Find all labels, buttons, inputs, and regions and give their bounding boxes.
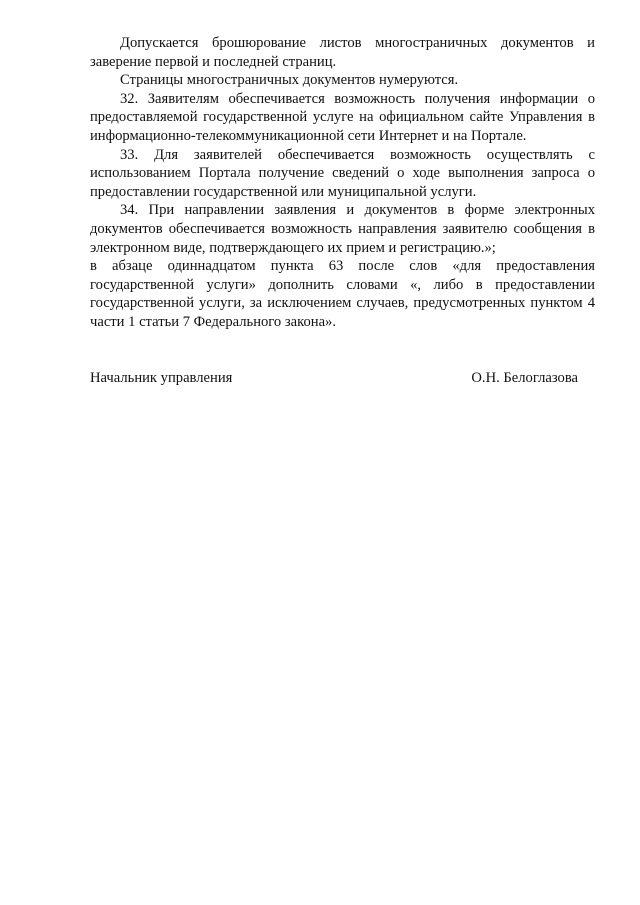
- paragraph-binding: Допускается брошюрование листов многостраничных документов и заверение первой и последней страниц.: [90, 35, 595, 70]
- paragraph-32: 32. Заявителям обеспечивается возможность получения информации о предоставляемой государственной услуге на официальном сайте Управления в информационно-телекоммуникационной сети Интернет и на Портале.: [90, 90, 595, 144]
- document-body: [90, 34, 595, 332]
- paragraph-amendment-63: в абзаце одиннадцатом пункта 63 после слов «для предоставления государственной услуги» дополнить словами «, либо в предоставлении государственной услуги, за исключением случаев, предусмотренных пунктом 4 части 1 статьи 7 Федерального закона».: [90, 258, 595, 330]
- paragraph-33: 33. Для заявителей обеспечивается возможность осуществлять с использованием Портала получение сведений о ходе выполнения запроса о предоставлении государственной или муниципальной услуги.: [90, 146, 595, 200]
- paragraph-34: 34. При направлении заявления и документов в форме электронных документов обеспечивается возможность направления заявителю сообщения в электронном виде, подтверждающего их прием и регистрацию.»;: [90, 202, 595, 256]
- signer-name: О.Н. Белоглазова: [471, 370, 578, 386]
- signature-block: [90, 369, 578, 388]
- signer-position: Начальник управления: [90, 370, 233, 386]
- paragraph-page-numbering: Страницы многостраничных документов нумеруются.: [120, 72, 459, 89]
